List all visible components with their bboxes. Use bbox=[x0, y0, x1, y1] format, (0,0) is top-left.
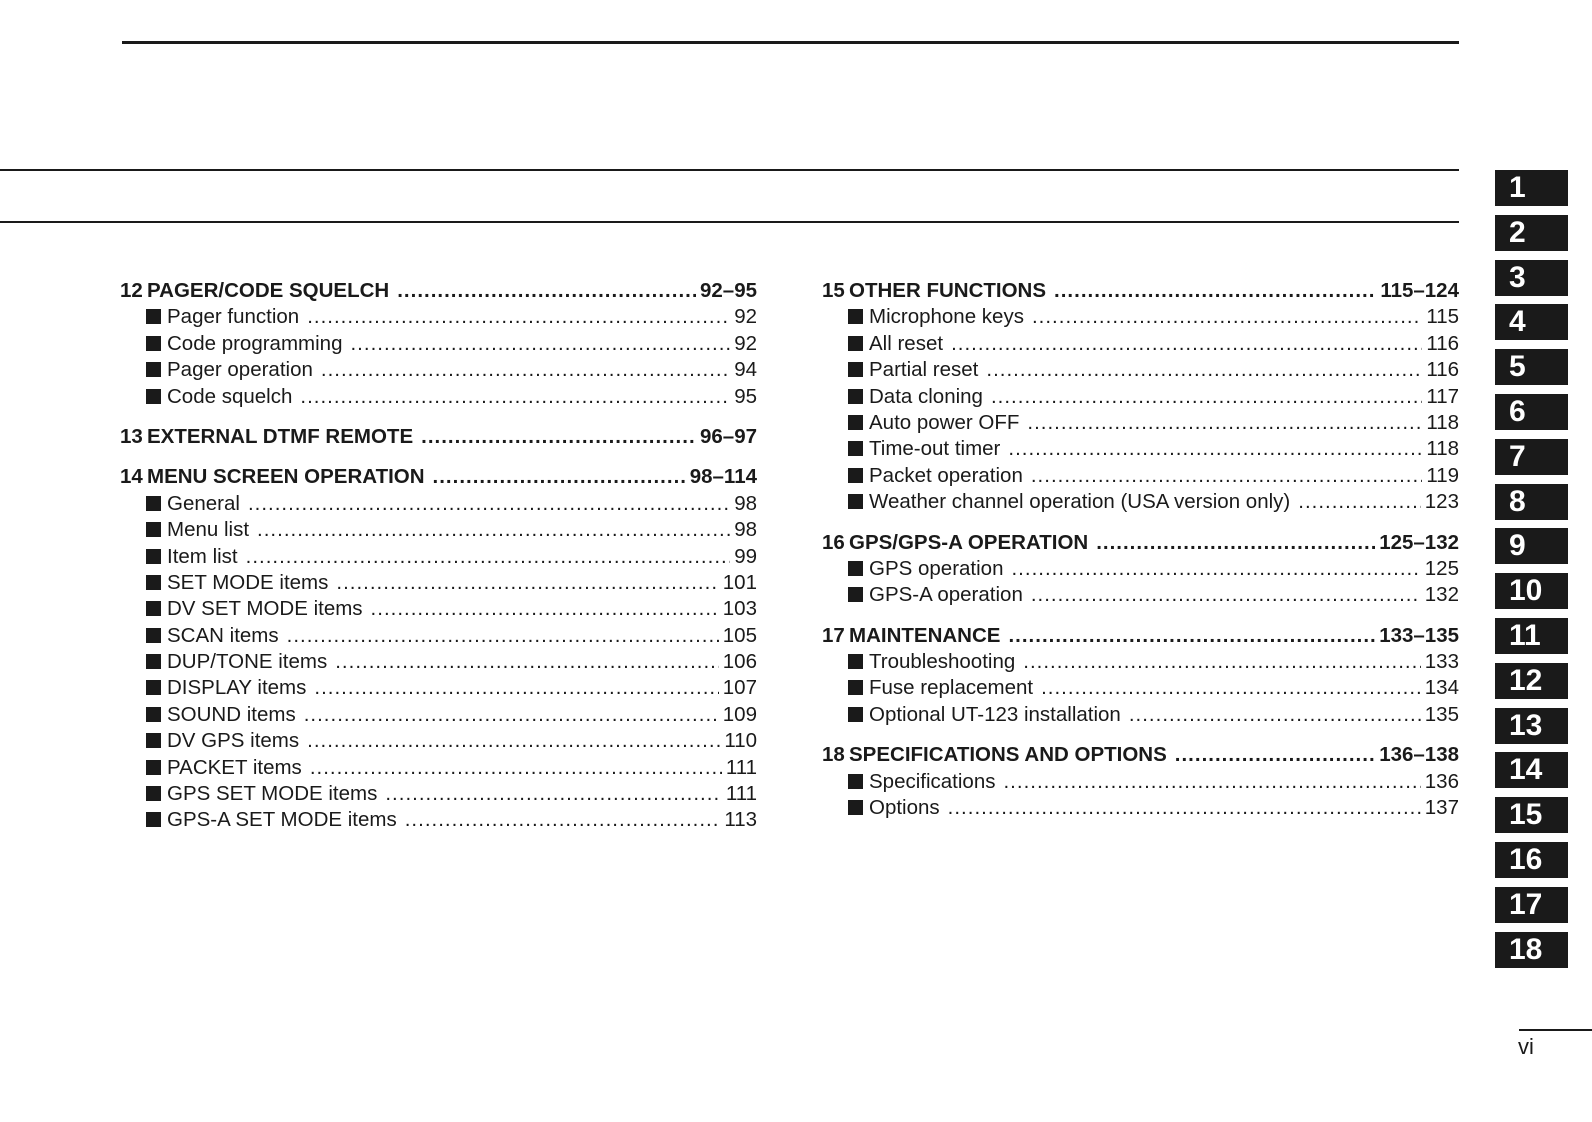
square-bullet-icon bbox=[146, 680, 161, 695]
subentry-page: 119 bbox=[1426, 463, 1459, 487]
toc-subentry[interactable] bbox=[120, 491, 757, 517]
dot-leader bbox=[1011, 556, 1420, 582]
subentry-title: Microphone keys bbox=[869, 305, 1024, 329]
subentry-page: 106 bbox=[722, 650, 757, 674]
square-bullet-icon bbox=[146, 601, 161, 616]
dot-leader bbox=[1031, 463, 1422, 489]
toc-subentry[interactable] bbox=[822, 649, 1459, 675]
top-rule bbox=[122, 41, 1459, 44]
toc-subentry[interactable] bbox=[822, 489, 1459, 515]
dot-leader bbox=[287, 623, 719, 649]
subentry-title: Pager operation bbox=[167, 358, 313, 382]
subentry-title: Packet operation bbox=[869, 463, 1023, 487]
toc-subentry[interactable] bbox=[120, 596, 757, 622]
square-bullet-icon bbox=[848, 800, 863, 815]
dot-leader bbox=[314, 675, 718, 701]
square-bullet-icon bbox=[146, 654, 161, 669]
subentry-title: DISPLAY items bbox=[167, 676, 307, 700]
dot-leader bbox=[405, 807, 721, 833]
toc-chapter-entry[interactable] bbox=[822, 530, 1459, 556]
subentry-title: GPS-A SET MODE items bbox=[167, 808, 397, 832]
subentry-title: GPS-A operation bbox=[869, 583, 1023, 607]
square-bullet-icon bbox=[848, 362, 863, 377]
chapter-tab-17[interactable]: 17 bbox=[1495, 887, 1568, 923]
dot-leader bbox=[1027, 410, 1422, 436]
dot-leader bbox=[336, 570, 718, 596]
chapter-tab-10[interactable]: 10 bbox=[1495, 573, 1568, 609]
square-bullet-icon bbox=[146, 760, 161, 775]
subentry-page: 132 bbox=[1424, 583, 1459, 607]
subentry-page: 134 bbox=[1424, 676, 1459, 700]
subentry-title: Time-out timer bbox=[869, 437, 1001, 461]
square-bullet-icon bbox=[146, 812, 161, 827]
toc-subentry[interactable] bbox=[120, 807, 757, 833]
subentry-title: Code programming bbox=[167, 331, 343, 355]
subentry-title: Code squelch bbox=[167, 384, 293, 408]
dot-leader bbox=[371, 596, 719, 622]
dot-leader bbox=[986, 357, 1422, 383]
toc-subentry[interactable] bbox=[822, 304, 1459, 330]
subentry-title: All reset bbox=[869, 331, 944, 355]
toc-section bbox=[822, 742, 1459, 821]
subentry-title: Pager function bbox=[167, 305, 300, 329]
toc-subentry[interactable] bbox=[120, 357, 757, 383]
chapter-number: 13 bbox=[120, 424, 143, 448]
dot-leader bbox=[1032, 304, 1422, 330]
subentry-page: 107 bbox=[722, 676, 757, 700]
subentry-title: Optional UT-123 installation bbox=[869, 702, 1121, 726]
subentry-title: Data cloning bbox=[869, 384, 983, 408]
toc-left-column bbox=[120, 278, 757, 848]
chapter-number: 12 bbox=[120, 279, 143, 302]
chapter-page-range: 115–124 bbox=[1380, 279, 1459, 302]
subentry-page: 105 bbox=[722, 623, 757, 647]
toc-subentry[interactable] bbox=[120, 623, 757, 649]
chapter-title: PAGER/CODE SQUELCH bbox=[147, 279, 390, 302]
chapter-tab-14[interactable]: 14 bbox=[1495, 752, 1568, 788]
toc-subentry[interactable] bbox=[822, 582, 1459, 608]
chapter-tab-2[interactable]: 2 bbox=[1495, 215, 1568, 251]
toc-section bbox=[822, 278, 1459, 516]
chapter-number: 15 bbox=[822, 279, 845, 302]
chapter-tab-9[interactable]: 9 bbox=[1495, 528, 1568, 564]
subentry-page: 92 bbox=[734, 331, 757, 355]
toc-subentry[interactable] bbox=[120, 755, 757, 781]
square-bullet-icon bbox=[848, 774, 863, 789]
square-bullet-icon bbox=[848, 389, 863, 404]
square-bullet-icon bbox=[848, 336, 863, 351]
subentry-page: 118 bbox=[1426, 410, 1459, 434]
toc-chapter-entry[interactable] bbox=[120, 464, 757, 490]
toc-chapter-entry[interactable] bbox=[822, 278, 1459, 304]
dot-leader bbox=[1175, 742, 1375, 768]
dot-leader bbox=[991, 384, 1422, 410]
subentry-page: 135 bbox=[1424, 702, 1459, 726]
square-bullet-icon bbox=[848, 309, 863, 324]
dot-leader bbox=[350, 331, 730, 357]
subentry-page: 116 bbox=[1426, 331, 1459, 355]
square-bullet-icon bbox=[848, 561, 863, 576]
dot-leader bbox=[300, 384, 730, 410]
chapter-tab-18[interactable]: 18 bbox=[1495, 932, 1568, 968]
chapter-title: MAINTENANCE bbox=[849, 623, 1001, 647]
square-bullet-icon bbox=[146, 496, 161, 511]
subentry-page: 117 bbox=[1426, 384, 1459, 408]
dot-leader bbox=[1041, 675, 1421, 701]
chapter-tab-7[interactable]: 7 bbox=[1495, 439, 1568, 475]
subentry-title: Troubleshooting bbox=[869, 650, 1016, 674]
folio-rule bbox=[1519, 1029, 1592, 1031]
toc-right-column bbox=[822, 278, 1459, 835]
subentry-title: PACKET items bbox=[167, 755, 302, 779]
chapter-tab-3[interactable]: 3 bbox=[1495, 260, 1568, 296]
subentry-page: 118 bbox=[1426, 437, 1459, 461]
toc-subentry[interactable] bbox=[822, 436, 1459, 462]
square-bullet-icon bbox=[146, 362, 161, 377]
dot-leader bbox=[433, 464, 686, 490]
toc-subentry[interactable] bbox=[822, 463, 1459, 489]
chapter-page-range: 92–95 bbox=[699, 279, 757, 302]
chapter-tab-15[interactable]: 15 bbox=[1495, 797, 1568, 833]
dot-leader bbox=[421, 424, 696, 450]
header-rule-upper bbox=[0, 169, 1459, 171]
subentry-title: DV SET MODE items bbox=[167, 597, 363, 621]
subentry-title: SET MODE items bbox=[167, 570, 329, 594]
subentry-page: 115 bbox=[1426, 305, 1459, 329]
chapter-page-range: 96–97 bbox=[699, 424, 757, 448]
toc-subentry[interactable] bbox=[120, 304, 757, 330]
chapter-number: 18 bbox=[822, 743, 845, 767]
subentry-page: 92 bbox=[734, 305, 757, 329]
subentry-page: 109 bbox=[722, 702, 757, 726]
toc-subentry[interactable] bbox=[822, 702, 1459, 728]
dot-leader bbox=[304, 702, 719, 728]
chapter-title: OTHER FUNCTIONS bbox=[849, 279, 1047, 302]
header-rule-lower bbox=[0, 221, 1459, 223]
square-bullet-icon bbox=[848, 707, 863, 722]
subentry-title: Item list bbox=[167, 544, 238, 568]
square-bullet-icon bbox=[848, 468, 863, 483]
toc-subentry[interactable] bbox=[120, 384, 757, 410]
dot-leader bbox=[1096, 530, 1375, 556]
chapter-tab-11[interactable]: 11 bbox=[1495, 618, 1568, 654]
subentry-page: 94 bbox=[734, 358, 757, 382]
chapter-number: 16 bbox=[822, 530, 845, 554]
toc-subentry[interactable] bbox=[822, 357, 1459, 383]
dot-leader bbox=[1003, 769, 1420, 795]
toc-subentry[interactable] bbox=[822, 410, 1459, 436]
dot-leader bbox=[257, 517, 730, 543]
subentry-page: 95 bbox=[734, 384, 757, 408]
dot-leader bbox=[335, 649, 719, 675]
chapter-tab-8[interactable]: 8 bbox=[1495, 484, 1568, 520]
toc-subentry[interactable] bbox=[822, 556, 1459, 582]
subentry-title: SOUND items bbox=[167, 702, 296, 726]
dot-leader bbox=[1054, 278, 1376, 304]
dot-leader bbox=[1129, 702, 1421, 728]
square-bullet-icon bbox=[848, 415, 863, 430]
square-bullet-icon bbox=[848, 654, 863, 669]
toc-subentry[interactable] bbox=[822, 795, 1459, 821]
toc-chapter-entry[interactable] bbox=[822, 742, 1459, 768]
subentry-title: Weather channel operation (USA version only) bbox=[869, 490, 1291, 514]
toc-section bbox=[120, 278, 757, 410]
subentry-title: Fuse replacement bbox=[869, 676, 1034, 700]
dot-leader bbox=[1031, 582, 1421, 608]
chapter-tab-5[interactable]: 5 bbox=[1495, 349, 1568, 385]
toc-subentry[interactable] bbox=[822, 331, 1459, 357]
dot-leader bbox=[321, 357, 730, 383]
subentry-page: 116 bbox=[1426, 358, 1459, 382]
subentry-page: 99 bbox=[734, 544, 757, 568]
dot-leader bbox=[951, 331, 1422, 357]
dot-leader bbox=[1008, 623, 1375, 649]
toc-chapter-entry[interactable] bbox=[120, 424, 757, 450]
dot-leader bbox=[397, 278, 696, 304]
toc-subentry[interactable] bbox=[120, 675, 757, 701]
square-bullet-icon bbox=[146, 628, 161, 643]
chapter-tab-4[interactable]: 4 bbox=[1495, 304, 1568, 340]
subentry-title: SCAN items bbox=[167, 623, 279, 647]
toc-subentry[interactable] bbox=[120, 331, 757, 357]
toc-subentry[interactable] bbox=[120, 728, 757, 754]
dot-leader bbox=[246, 544, 731, 570]
toc-subentry[interactable] bbox=[120, 649, 757, 675]
square-bullet-icon bbox=[146, 733, 161, 748]
page-number: vi bbox=[1518, 1034, 1534, 1059]
toc-section bbox=[822, 530, 1459, 609]
chapter-title: SPECIFICATIONS AND OPTIONS bbox=[849, 743, 1167, 767]
dot-leader bbox=[948, 795, 1421, 821]
subentry-page: 137 bbox=[1424, 796, 1459, 820]
square-bullet-icon bbox=[146, 522, 161, 537]
chapter-number: 17 bbox=[822, 623, 845, 647]
subentry-page: 110 bbox=[724, 729, 757, 753]
subentry-title: DUP/TONE items bbox=[167, 650, 328, 674]
square-bullet-icon bbox=[146, 786, 161, 801]
toc-subentry[interactable] bbox=[120, 570, 757, 596]
chapter-number: 14 bbox=[120, 465, 143, 489]
toc-section bbox=[822, 623, 1459, 729]
square-bullet-icon bbox=[146, 389, 161, 404]
chapter-tab-13[interactable]: 13 bbox=[1495, 708, 1568, 744]
dot-leader bbox=[307, 728, 720, 754]
toc-section bbox=[120, 424, 757, 450]
subentry-title: Menu list bbox=[167, 518, 250, 542]
toc-subentry[interactable] bbox=[120, 544, 757, 570]
square-bullet-icon bbox=[146, 309, 161, 324]
dot-leader bbox=[385, 781, 721, 807]
subentry-page: 111 bbox=[725, 755, 757, 779]
subentry-page: 136 bbox=[1424, 769, 1459, 793]
chapter-page-range: 125–132 bbox=[1379, 530, 1459, 554]
toc-subentry[interactable] bbox=[822, 675, 1459, 701]
chapter-tabs bbox=[1495, 170, 1568, 976]
subentry-title: General bbox=[167, 491, 240, 515]
dot-leader bbox=[1008, 436, 1422, 462]
toc-chapter-entry[interactable] bbox=[120, 278, 757, 304]
subentry-title: Options bbox=[869, 796, 940, 820]
subentry-page: 123 bbox=[1424, 490, 1459, 514]
subentry-title: Specifications bbox=[869, 769, 996, 793]
chapter-tab-1[interactable]: 1 bbox=[1495, 170, 1568, 206]
subentry-page: 133 bbox=[1424, 650, 1459, 674]
square-bullet-icon bbox=[848, 587, 863, 602]
dot-leader bbox=[307, 304, 730, 330]
subentry-title: GPS SET MODE items bbox=[167, 782, 378, 806]
square-bullet-icon bbox=[146, 707, 161, 722]
subentry-title: DV GPS items bbox=[167, 729, 300, 753]
subentry-page: 98 bbox=[734, 491, 757, 515]
dot-leader bbox=[310, 755, 722, 781]
subentry-page: 125 bbox=[1424, 556, 1459, 580]
subentry-title: Auto power OFF bbox=[869, 410, 1020, 434]
chapter-page-range: 133–135 bbox=[1379, 623, 1459, 647]
square-bullet-icon bbox=[848, 441, 863, 456]
chapter-page-range: 136–138 bbox=[1379, 743, 1459, 767]
subentry-page: 98 bbox=[734, 518, 757, 542]
square-bullet-icon bbox=[848, 680, 863, 695]
dot-leader bbox=[248, 491, 730, 517]
subentry-page: 113 bbox=[724, 808, 757, 832]
subentry-page: 101 bbox=[722, 570, 757, 594]
chapter-title: GPS/GPS-A OPERATION bbox=[849, 530, 1089, 554]
chapter-tab-16[interactable]: 16 bbox=[1495, 842, 1568, 878]
toc-subentry[interactable] bbox=[120, 781, 757, 807]
chapter-page-range: 98–114 bbox=[689, 465, 757, 489]
square-bullet-icon bbox=[146, 575, 161, 590]
dot-leader bbox=[1023, 649, 1421, 675]
toc-subentry[interactable] bbox=[822, 384, 1459, 410]
dot-leader bbox=[1298, 489, 1421, 515]
subentry-title: GPS operation bbox=[869, 556, 1004, 580]
toc-subentry[interactable] bbox=[120, 702, 757, 728]
toc-chapter-entry[interactable] bbox=[822, 623, 1459, 649]
subentry-title: Partial reset bbox=[869, 358, 979, 382]
chapter-title: EXTERNAL DTMF REMOTE bbox=[147, 424, 414, 448]
chapter-tab-6[interactable]: 6 bbox=[1495, 394, 1568, 430]
subentry-page: 103 bbox=[722, 597, 757, 621]
square-bullet-icon bbox=[146, 549, 161, 564]
chapter-tab-12[interactable]: 12 bbox=[1495, 663, 1568, 699]
toc-section bbox=[120, 464, 757, 833]
subentry-page: 111 bbox=[725, 782, 757, 806]
square-bullet-icon bbox=[848, 494, 863, 509]
toc-subentry[interactable] bbox=[822, 769, 1459, 795]
chapter-title: MENU SCREEN OPERATION bbox=[147, 465, 425, 489]
square-bullet-icon bbox=[146, 336, 161, 351]
toc-subentry[interactable] bbox=[120, 517, 757, 543]
